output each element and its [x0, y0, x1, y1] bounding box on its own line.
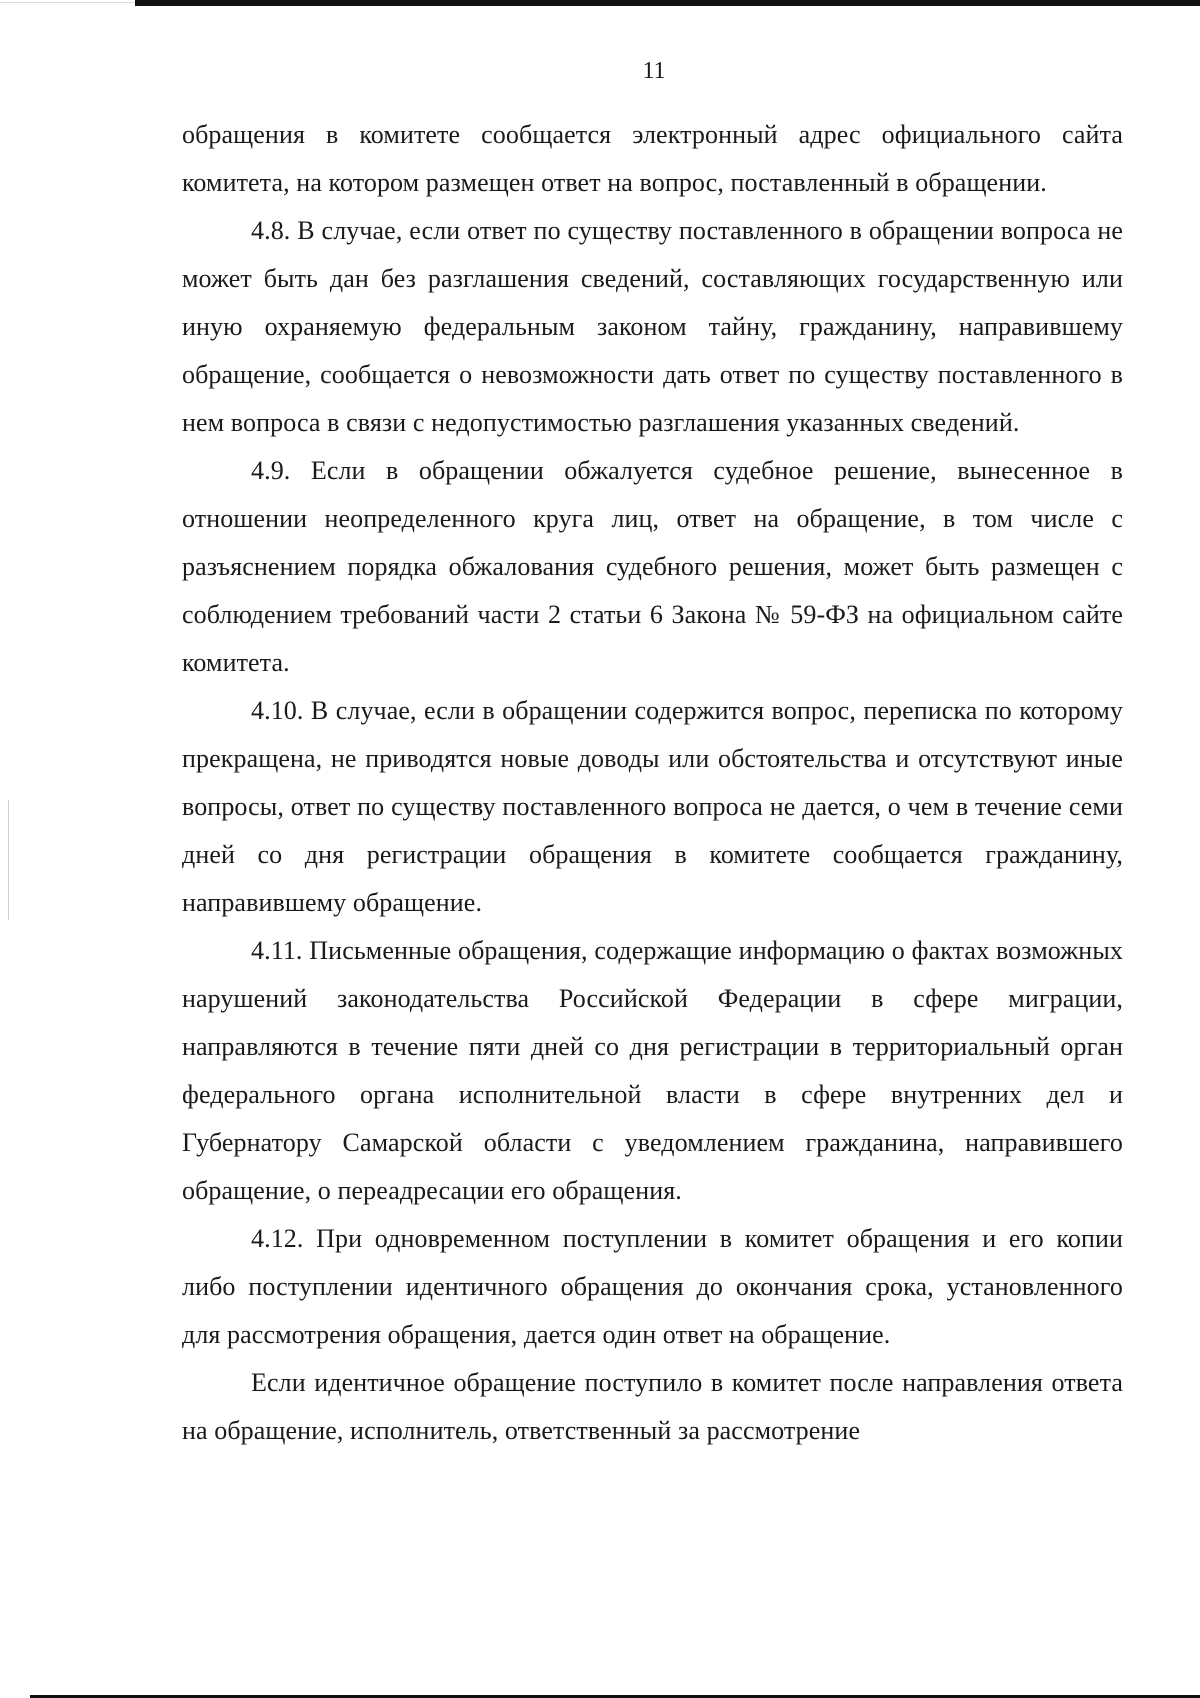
paragraph-continuation: обращения в комитете сообщается электронный адрес официального сайта комитета, на котором размещен ответ на вопрос, поставленный в обращении. [182, 120, 1123, 197]
paragraph-4-9: 4.9. Если в обращении обжалуется судебное решение, вынесенное в отношении неопределенного круга лиц, ответ на обращение, в том числе с разъяснением порядка обжалования судебного решения, может быть размещен с соблюдением требований части 2 статьи 6 Закона № 59-ФЗ на официальном сайте комитета. [182, 456, 1123, 677]
page-number: 11 [642, 58, 666, 84]
paragraph-identical-appeal: Если идентичное обращение поступило в комитет после направления ответа на обращение, исполнитель, ответственный за рассмотрение [182, 1368, 1123, 1445]
scan-top-border [135, 0, 1200, 6]
document-body [182, 111, 1123, 1455]
scan-left-mark [8, 800, 9, 920]
scan-top-edge [0, 2, 135, 3]
paragraph-4-11: 4.11. Письменные обращения, содержащие информацию о фактах возможных нарушений законодательства Российской Федерации в сфере миграции, направляются в течение пяти дней со дня регистрации в территориальный орган федерального органа исполнительной власти в сфере внутренних дел и Губернатору Самарской области с уведомлением гражданина, направившего обращение, о переадресации его обращения. [182, 936, 1123, 1205]
paragraph-4-12: 4.12. При одновременном поступлении в комитет обращения и его копии либо поступлении идентичного обращения до окончания срока, установленного для рассмотрения обращения, дается один ответ на обращение. [182, 1224, 1123, 1349]
paragraph-4-8: 4.8. В случае, если ответ по существу поставленного в обращении вопроса не может быть дан без разглашения сведений, составляющих государственную или иную охраняемую федеральным законом тайну, гражданину, направившему обращение, сообщается о невозможности дать ответ по существу поставленного в нем вопроса в связи с недопустимостью разглашения указанных сведений. [182, 216, 1123, 437]
paragraph-4-10: 4.10. В случае, если в обращении содержится вопрос, переписка по которому прекращена, не приводятся новые доводы или обстоятельства и отсутствуют иные вопросы, ответ по существу поставленного вопроса не дается, о чем в течение семи дней со дня регистрации обращения в комитете сообщается гражданину, направившему обращение. [182, 696, 1123, 917]
